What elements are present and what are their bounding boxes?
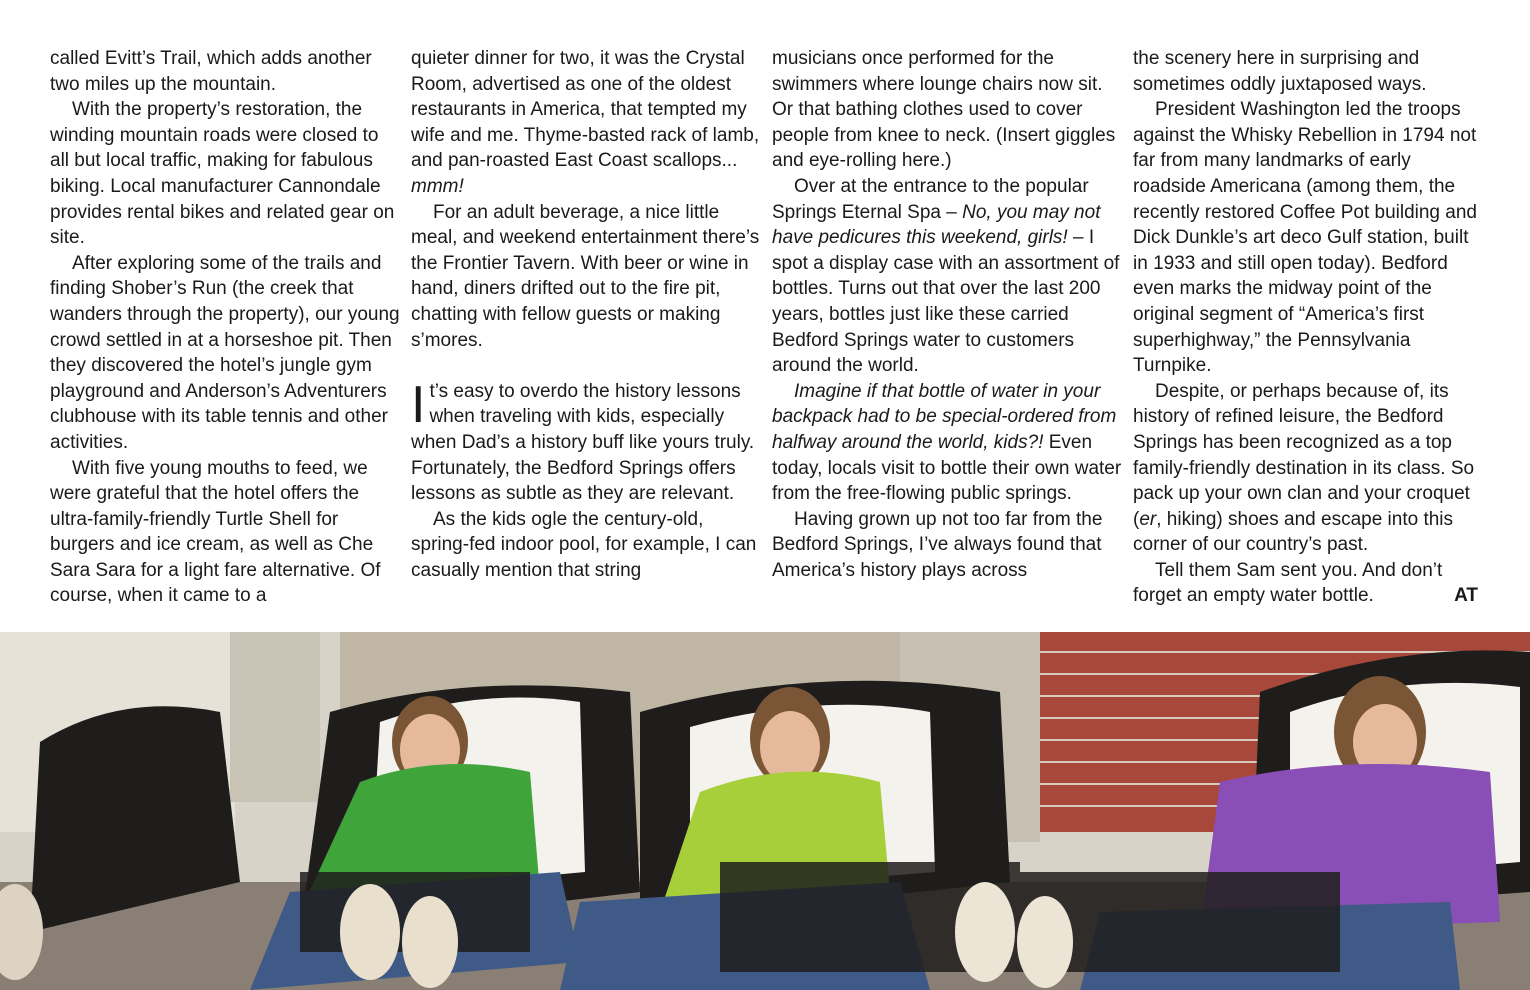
photo-girls-on-lounge-chairs [0, 632, 1530, 990]
drop-cap: I [411, 375, 426, 434]
paragraph [411, 375, 761, 507]
text-run: Over at the entrance to the popular Springs Eternal Spa – [772, 175, 1089, 223]
italic-text: No, you may not have pedicures this weekend, girls! [772, 201, 1101, 249]
paragraph [772, 174, 1122, 379]
article-column-2 [411, 46, 761, 583]
text-run: As the kids ogle the century-old, spring-fed indoor pool, for example, I can casually mention that string [411, 508, 757, 581]
photo-illustration [0, 632, 1530, 990]
paragraph [50, 46, 400, 97]
paragraph [772, 46, 1122, 174]
paragraph [411, 200, 761, 354]
text-run: Having grown up not too far from the Bedford Springs, I’ve always found that America’s history plays across [772, 508, 1103, 581]
text-run: , hiking) shoes and escape into this corner of our country’s past. [1133, 508, 1454, 556]
article-column-1 [50, 46, 400, 609]
paragraph [411, 46, 761, 200]
paragraph [1133, 97, 1478, 379]
article-column-4 [1133, 46, 1478, 609]
italic-text: Imagine if that bottle of water in your backpack had to be special-ordered from halfway around the world, kids?! [772, 380, 1117, 453]
text-run: Tell them Sam sent you. And don’t forget an empty water bottle. [1133, 559, 1443, 607]
italic-text: er [1139, 508, 1157, 530]
paragraph [1133, 46, 1478, 97]
text-run: After exploring some of the trails and finding Shober’s Run (the creek that wanders through the property), our young crowd settled in at a horseshoe pit. Then they discovered the hotel’s jungle gym playground and Anderson’s Adventurers clubhouse with its table tennis and other activities. [50, 252, 400, 453]
text-run: t’s easy to overdo the history lessons when traveling with kids, especially when Dad’s a history buff like yours truly. Fortunately, the Bedford Springs offers lessons as subtle as they are relevant. [411, 380, 755, 505]
end-mark: AT [1454, 585, 1478, 607]
paragraph [50, 251, 400, 456]
text-run: musicians once performed for the swimmers where lounge chairs now sit. Or that bathing clothes used to cover people from knee to neck. (Insert giggles and eye-rolling here.) [772, 48, 1116, 172]
article-column-3 [772, 46, 1122, 583]
text-run: Despite, or perhaps because of, its history of refined leisure, the Bedford Springs has been recognized as a top family-friendly destination in its class. So pack up your own clan and your croquet ( [1133, 380, 1475, 530]
text-run: For an adult beverage, a nice little meal, and weekend entertainment there’s the Frontier Tavern. With beer or wine in hand, diners drifted out to the fire pit, chatting with fellow guests or making s’mores. [411, 201, 760, 351]
text-run: President Washington led the troops against the Whisky Rebellion in 1794 not far from many landmarks of early roadside Americana (among them, the recently restored Coffee Pot building and Dick Dunkle’s art deco Gulf station, built in 1933 and still open today). Bedford even marks the midway point of the original segment of “America’s first superhighway,” the Pennsylvania Turnpike. [1133, 99, 1477, 377]
paragraph [411, 507, 761, 584]
paragraph [772, 379, 1122, 507]
paragraph [50, 456, 400, 610]
text-run: called Evitt’s Trail, which adds another two miles up the mountain. [50, 48, 372, 95]
italic-text: mmm! [411, 175, 464, 197]
text-run: Even today, locals visit to bottle their own water from the free-flowing public springs. [772, 431, 1122, 505]
text-run: With the property’s restoration, the winding mountain roads were closed to all but local traffic, making for fabulous biking. Local manufacturer Cannondale provides rental bikes and related gear on site. [50, 99, 395, 249]
paragraph [1133, 558, 1478, 609]
paragraph [50, 97, 400, 251]
text-run: With five young mouths to feed, we were grateful that the hotel offers the ultra-family-friendly Turtle Shell for burgers and ice cream, as well as Che Sara Sara for a light fare alternative. Of course, when it came to a [50, 457, 381, 607]
paragraph [1133, 379, 1478, 558]
text-run: the scenery here in surprising and sometimes oddly juxtaposed ways. [1133, 48, 1427, 95]
paragraph [772, 507, 1122, 584]
door-frame [230, 632, 320, 802]
text-run: quieter dinner for two, it was the Crystal Room, advertised as one of the oldest restaurants in America, that tempted my wife and me. Thyme-basted rack of lamb, and pan-roasted East Coast scallops... [411, 48, 760, 172]
text-run: – I spot a display case with an assortment of bottles. Turns out that over the last 200 years, bottles just like these carried Bedford Springs water to customers around the world. [772, 227, 1120, 377]
